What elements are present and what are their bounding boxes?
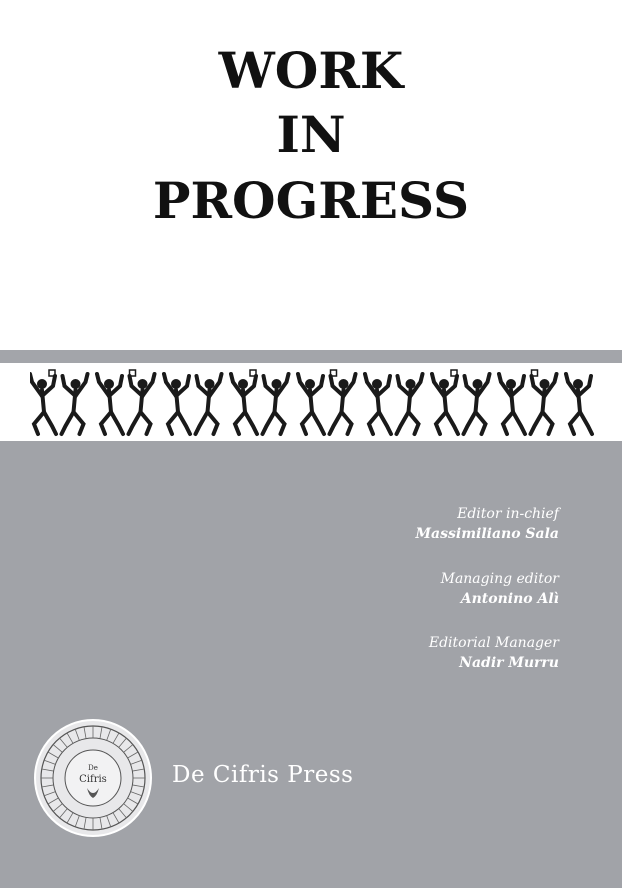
managing-editor (441, 569, 559, 609)
editor-name: Nadir Murru (459, 655, 559, 671)
cover-title-area (0, 0, 622, 350)
publisher-name: De Cifris Press (172, 762, 354, 788)
svg-text:Cifris: Cifris (79, 774, 107, 785)
editorial-manager (429, 633, 559, 673)
editor-in-chief (416, 504, 559, 544)
svg-text:De: De (88, 764, 98, 772)
dancing-men-icon (30, 368, 602, 440)
editor-name: Massimiliano Sala (415, 526, 559, 542)
editor-role: Managing editor (440, 571, 559, 587)
de-cifris-seal-icon (33, 718, 153, 838)
editor-name: Antonino Alì (460, 591, 559, 607)
editor-role: Editor in-chief (457, 506, 559, 522)
gray-stripe (0, 350, 622, 363)
title-line-3: PROGRESS (152, 171, 470, 230)
editor-role: Editorial Manager (428, 635, 559, 651)
title-line-2: IN (276, 105, 346, 164)
title-line-1: WORK (218, 41, 404, 100)
